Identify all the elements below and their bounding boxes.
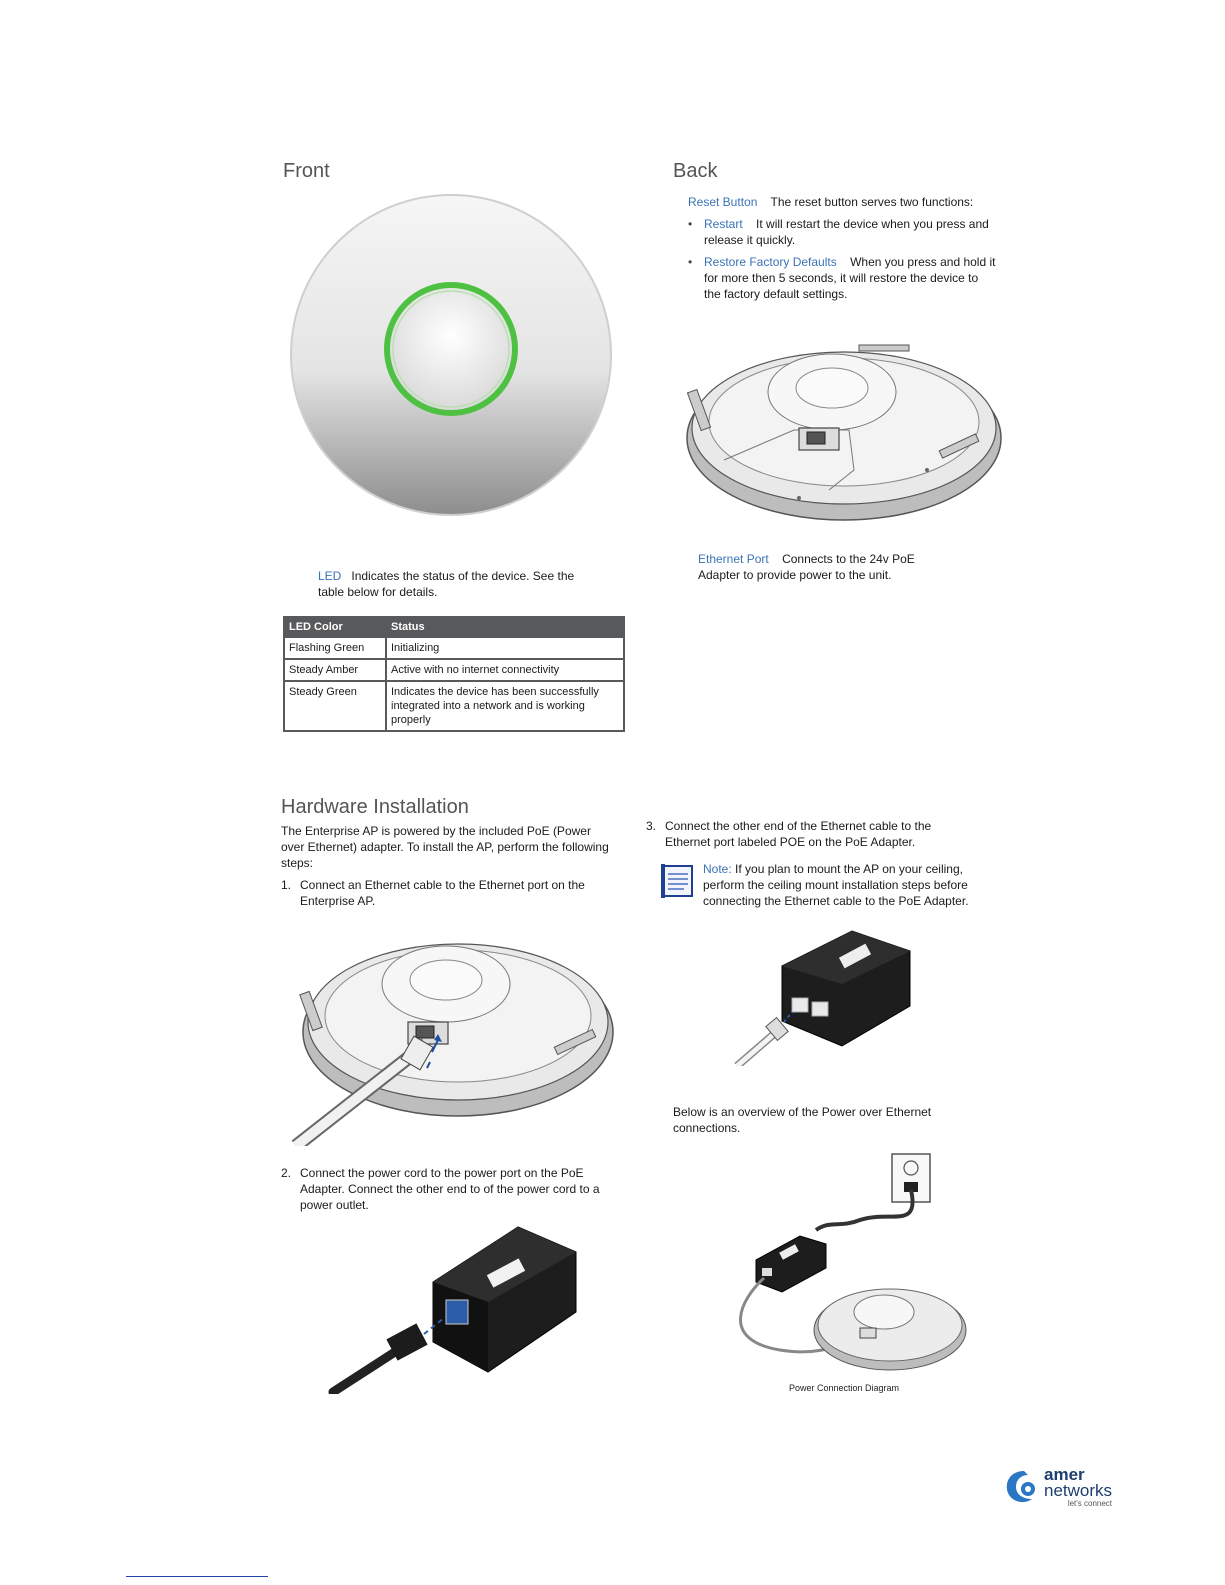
ethernet-text: Connects to the 24v PoE Adapter to provide power to the unit. (698, 552, 915, 582)
reset-functions-list (688, 216, 998, 302)
led-description (318, 568, 588, 600)
step-number: 3. (646, 819, 657, 833)
table-cell: Active with no internet connectivity (386, 659, 624, 681)
front-device-image (288, 192, 614, 518)
diagram-caption: Power Connection Diagram (789, 1383, 900, 1393)
led-status-table (283, 616, 625, 732)
front-heading: Front (283, 160, 330, 182)
table-header-row (284, 617, 624, 637)
reset-description (688, 194, 998, 308)
step-1 (281, 877, 611, 909)
step-text: Connect an Ethernet cable to the Ethernet port on the Enterprise AP. (300, 878, 585, 908)
logo-line1: amer (1044, 1465, 1085, 1484)
note-text: If you plan to mount the AP on your ceiling, perform the ceiling mount installation steps before connecting the Ethernet cable to the PoE Adapter. (703, 862, 969, 908)
ethernet-port-description (698, 551, 958, 583)
list-item (700, 216, 998, 248)
table-row (284, 681, 624, 731)
table-cell: Steady Amber (284, 659, 386, 681)
logo-text (1044, 1467, 1112, 1508)
list-item (700, 254, 998, 302)
table-cell: Steady Green (284, 681, 386, 731)
table-cell: Indicates the device has been successfully integrated into a network and is working properly (386, 681, 624, 731)
bullet-text: When you press and hold it for more then 5 seconds, it will restore the device to the factory default settings. (704, 255, 996, 301)
bullet-text: It will restart the device when you press and release it quickly. (704, 217, 989, 247)
hardware-heading: Hardware Installation (281, 796, 469, 818)
logo-line2: networks (1044, 1481, 1113, 1500)
step-text: Connect the power cord to the power port on the PoE Adapter. Connect the other end to of the power cord to a power outlet. (300, 1166, 600, 1212)
step3-poe-adapter-image (732, 926, 912, 1066)
bullet-label: Restore Factory Defaults (704, 255, 837, 269)
power-connection-diagram (720, 1150, 976, 1378)
ethernet-label: Ethernet Port (698, 552, 769, 566)
note-label: Note: (703, 862, 732, 876)
bullet-label: Restart (704, 217, 743, 231)
table-header-status: Status (386, 617, 624, 637)
table-row (284, 659, 624, 681)
step1-ethernet-connection-image (286, 922, 618, 1146)
led-text: Indicates the status of the device. See the table below for details. (318, 569, 575, 599)
step-text: Connect the other end of the Ethernet cable to the Ethernet port labeled POE on the PoE Adapter. (665, 819, 932, 849)
reset-label: Reset Button (688, 195, 758, 209)
back-device-image (684, 330, 1004, 530)
logo-tagline: let's connect (1067, 1499, 1113, 1508)
back-heading: Back (673, 160, 718, 182)
step-number: 1. (281, 878, 292, 892)
note-icon (660, 862, 696, 898)
amer-logo-icon (1004, 1469, 1042, 1505)
table-row (284, 637, 624, 659)
reset-text: The reset button serves two functions: (770, 195, 974, 209)
note-text-block (703, 861, 1003, 909)
table-cell: Initializing (386, 637, 624, 659)
step-number: 2. (281, 1166, 292, 1180)
table-cell: Flashing Green (284, 637, 386, 659)
overview-text: Below is an overview of the Power over Ethernet connections. (673, 1105, 932, 1135)
table-header-led-color: LED Color (284, 617, 386, 637)
footer-rule (126, 1576, 268, 1577)
step-3 (646, 818, 976, 850)
hardware-intro: The Enterprise AP is powered by the included PoE (Power over Ethernet) adapter. To install the AP, perform the following steps: (281, 824, 609, 870)
amer-networks-logo (1004, 1467, 1116, 1507)
step2-power-cord-image (328, 1222, 578, 1394)
led-label: LED (318, 569, 342, 583)
step-2 (281, 1165, 616, 1213)
